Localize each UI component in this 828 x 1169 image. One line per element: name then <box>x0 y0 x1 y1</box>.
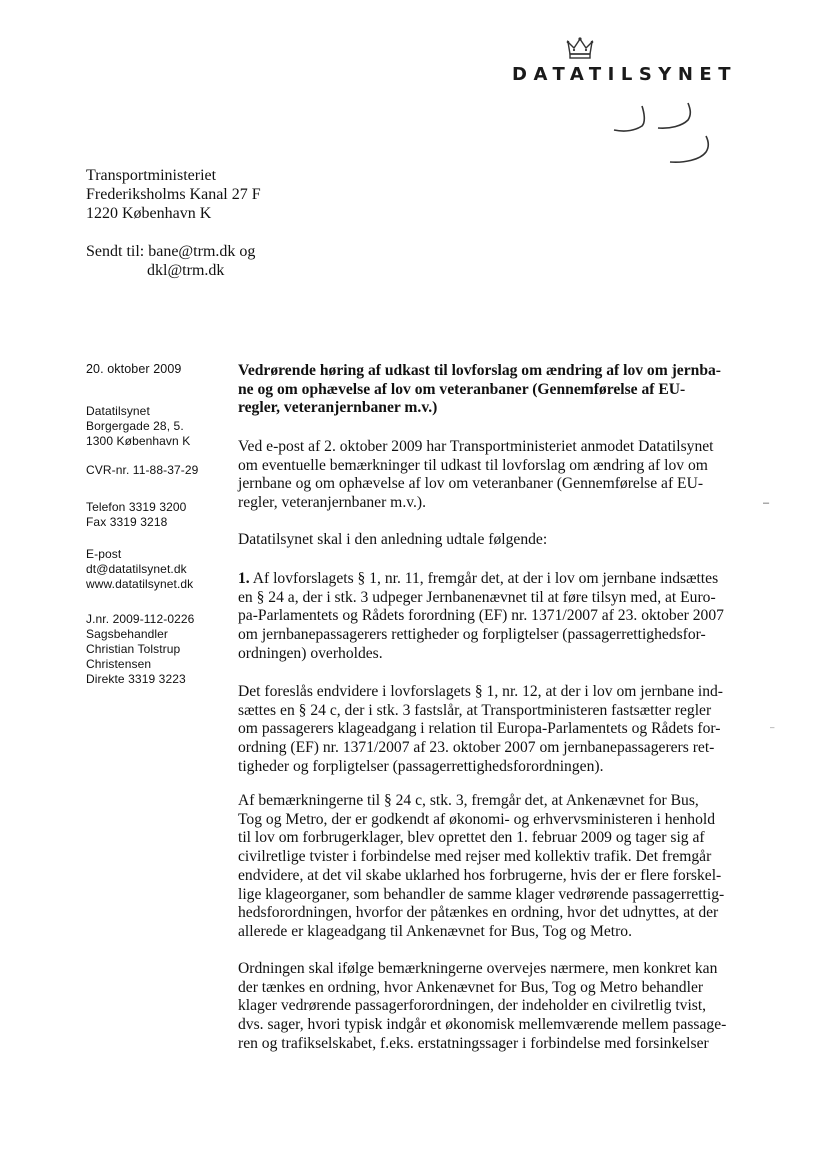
paragraph-point-1 <box>238 570 738 664</box>
handler-label: Sagsbehandler <box>86 627 169 641</box>
cvr-number: CVR-nr. 11-88-37-29 <box>86 463 199 477</box>
text-line: hedsforordningen, hvorfor der påtænkes en ordning, hvor det udnyttes, at der <box>238 904 719 922</box>
text-line: civilretlige tvister i forbindelse med rejser med kollektiv trafik. Det fremgår <box>238 848 712 866</box>
crown-logo-icon <box>565 36 595 60</box>
phone-number: Telefon 3319 3200 <box>86 500 187 514</box>
paragraph-arrangement <box>238 960 738 1054</box>
paragraph-proposal <box>238 683 738 777</box>
text-line: klager vedrørende passagerforordningen, der indeholder en civilretlig tvist, <box>238 997 707 1015</box>
text-line: sættes en § 24 c, der i stk. 3 fastslår, at Transportministeren fastsætter regler <box>238 701 712 719</box>
handler-surname: Christensen <box>86 657 152 671</box>
handler-name: Christian Tolstrup <box>86 642 181 656</box>
text-line: ordningen) overholdes. <box>238 644 383 662</box>
text-line: lige klageorganer, som behandler de samme klager vedrørende passagerrettig- <box>238 885 725 903</box>
text-line: jernbane og om ophævelse af lov om veteranbaner (Gennemførelse af EU- <box>238 475 704 493</box>
text-line: til lov om forbrugerklager, blev oprettet den 1. februar 2009 og tager sig af <box>238 829 705 847</box>
subject-line: ne og om ophævelse af lov om veteranbaner (Gennemførelse af EU- <box>238 380 686 398</box>
sent-to-line: Sendt til: bane@trm.dk og <box>86 243 256 260</box>
text-line: ren og trafikselskabet, f.eks. erstatningssager i forbindelse med forsinkelser <box>238 1034 709 1052</box>
text-line: om eventuelle bemærkninger til udkast til lovforslag om ændring af lov om <box>238 456 708 474</box>
letter-date: 20. oktober 2009 <box>86 362 182 376</box>
paragraph-remarks <box>238 792 738 942</box>
direct-phone: Direkte 3319 3223 <box>86 672 186 686</box>
text-line: der tænkes en ordning, hvor Ankenævnet for Bus, Tog og Metro behandler <box>238 978 704 996</box>
text-line: Af bemærkningerne til § 24 c, stk. 3, fremgår det, at Ankenævnet for Bus, <box>238 792 699 809</box>
text-line: regler, veteranjernbaner m.v.). <box>238 494 426 512</box>
margin-tick-mark: – <box>770 723 775 732</box>
text-line: Af lovforslagets § 1, nr. 11, fremgår det, at der i lov om jernbane indsættes <box>249 570 719 587</box>
text-line: om passagerers klageadgang i relation til Europa-Parlamentets og Rådets for- <box>238 720 721 738</box>
text-line: ordning (EF) nr. 1371/2007 af 23. oktober 2007 om jernbanepassagerers ret- <box>238 739 715 757</box>
sender-street: Borgergade 28, 5. <box>86 419 184 433</box>
email-label: E-post <box>86 547 122 561</box>
paragraph-statement <box>238 531 738 550</box>
subject-line: Vedrørende høring af udkast til lovforslag om ændring af lov om jernba- <box>238 362 721 379</box>
paragraph-intro <box>238 438 738 513</box>
sender-org: Datatilsynet <box>86 404 150 418</box>
text-line: Ordningen skal ifølge bemærkningerne overvejes nærmere, men konkret kan <box>238 960 718 977</box>
text-line: endvidere, at det vil skabe uklarhed hos forbrugerne, hvis der er flere forskel- <box>238 866 722 884</box>
recipient-name: Transportministeriet <box>86 167 217 184</box>
text-line: Tog og Metro, der er godkendt af økonomi- og erhvervsministeren i henhold <box>238 810 716 828</box>
text-line: om jernbanepassagerers rettigheder og forpligtelser (passagerrettighedsfor- <box>238 626 706 644</box>
text-line: Datatilsynet skal i den anledning udtale følgende: <box>238 531 548 548</box>
text-line: en § 24 a, der i stk. 3 udpeger Jernbanenævnet til at føre tilsyn med, at Euro- <box>238 588 716 606</box>
text-line: pa-Parlamentets og Rådets forordning (EF) nr. 1371/2007 af 23. oktober 2007 <box>238 607 724 625</box>
sender-city: 1300 København K <box>86 434 191 448</box>
text-line: Det foreslås endvidere i lovforslagets § 1, nr. 12, at der i lov om jernbane ind- <box>238 683 724 700</box>
text-line: tigheder og forpligtelser (passagerrettighedsforordningen). <box>238 757 604 775</box>
journal-number: J.nr. 2009-112-0226 <box>86 612 195 626</box>
text-line: dvs. sager, hvori typisk indgår et økonomisk mellemværende mellem passage- <box>238 1016 727 1034</box>
point-number: 1. <box>238 570 250 587</box>
text-line: allerede er klageadgang til Ankenævnet for Bus, Tog og Metro. <box>238 922 632 940</box>
handwritten-initials-signature <box>608 100 720 168</box>
email-address: dt@datatilsynet.dk <box>86 562 187 576</box>
website: www.datatilsynet.dk <box>86 577 194 591</box>
fax-number: Fax 3319 3218 <box>86 515 168 529</box>
recipient-street: Frederiksholms Kanal 27 F <box>86 186 261 203</box>
recipient-city: 1220 København K <box>86 205 212 222</box>
subject-line: regler, veteranjernbaner m.v.) <box>238 399 438 417</box>
brand-wordmark: DATATILSYNET <box>512 64 737 85</box>
margin-dash-mark: – <box>763 497 770 509</box>
subject-heading <box>238 362 738 418</box>
text-line: Ved e-post af 2. oktober 2009 har Transportministeriet anmodet Datatilsynet <box>238 438 714 455</box>
sent-to-email-2: dkl@trm.dk <box>147 262 225 279</box>
